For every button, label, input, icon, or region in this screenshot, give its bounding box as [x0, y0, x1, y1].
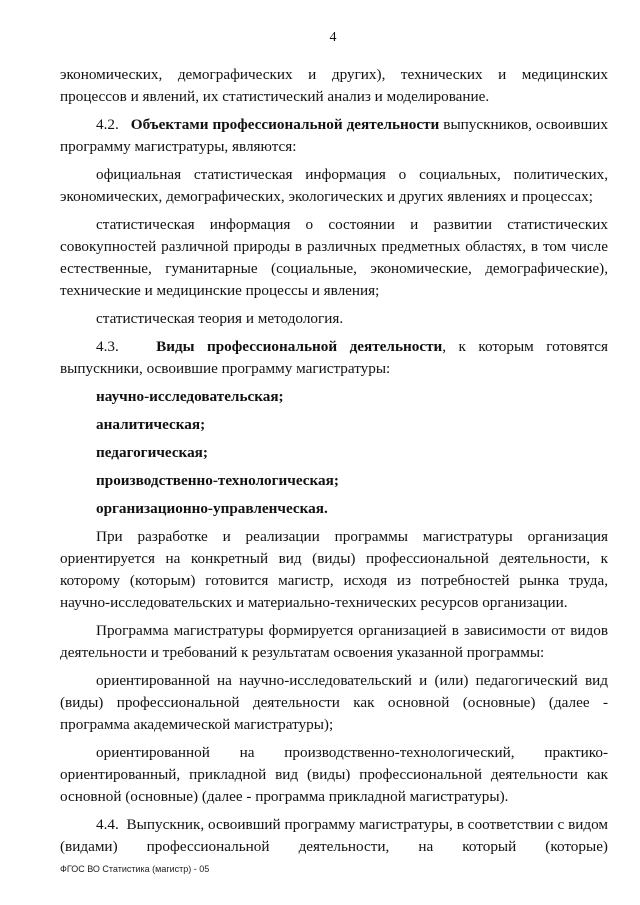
list-item: официальная статистическая информация о социальных, политических, экономических, демографических, экологических и других явлениях и процессах; [60, 166, 608, 205]
section-4-2 [60, 114, 608, 158]
list-item: статистическая теория и методология. [96, 310, 344, 327]
section-text: выпускников, освоивших программу магистратуры, являются: [60, 116, 609, 155]
activity-type: аналитическая; [96, 416, 206, 433]
activity-type: производственно-технологическая; [96, 472, 339, 489]
paragraph-program: Программа магистратуры формируется организацией в зависимости от видов деятельности и требований к результатам освоения указанной программы: [60, 622, 608, 661]
paragraph-intro: экономических, демографических и других), технических и медицинских процессов и явлений, их статистический анализ и моделирование. [60, 66, 608, 105]
section-number: 4.2. [96, 116, 119, 133]
page-footer: ФГОС ВО Статистика (магистр) - 05 [60, 864, 210, 874]
document-body [60, 64, 608, 858]
activity-type: организационно-управленческая. [96, 500, 328, 517]
activity-type: научно-исследовательская; [96, 388, 284, 405]
list-item: статистическая информация о состоянии и развитии статистических совокупностей различной природы в различных предметных областях, в том числе естественные, гуманитарные (социальные, экономические, демографические), технические и медицинские процессы и явления; [60, 216, 608, 299]
section-term: Виды профессиональной деятельности [156, 338, 443, 355]
section-number: 4.3. [96, 338, 119, 355]
paragraph-development: При разработке и реализации программы магистратуры организация ориентируется на конкретный вид (виды) профессиональной деятельности, к которому (которым) готовится магистр, исходя из потребностей рынка труда, научно-исследовательских и материально-технических ресурсов организации. [60, 528, 608, 611]
paragraph-academic: ориентированной на научно-исследовательский и (или) педагогический вид (виды) профессиональной деятельности как основной (основные) (далее - программа академической магистратуры); [60, 672, 608, 733]
section-number: 4.4. [96, 816, 119, 833]
section-term: Объектами профессиональной деятельности [130, 116, 440, 133]
activity-type: педагогическая; [96, 444, 208, 461]
paragraph-applied: ориентированной на производственно-технологический, практико-ориентированный, прикладной вид (виды) профессиональной деятельности как основной (основные) (далее - программа прикладной магистратуры). [60, 744, 608, 805]
section-text: , к которым готовятся выпускники, освоившие программу магистратуры: [60, 338, 608, 377]
section-4-4 [60, 814, 608, 858]
section-4-3 [60, 336, 608, 380]
section-text: Выпускник, освоивший программу магистратуры, в соответствии с видом (видами) профессиональной деятельности, на который (которые) [60, 816, 609, 855]
page-number: 4 [329, 30, 337, 45]
